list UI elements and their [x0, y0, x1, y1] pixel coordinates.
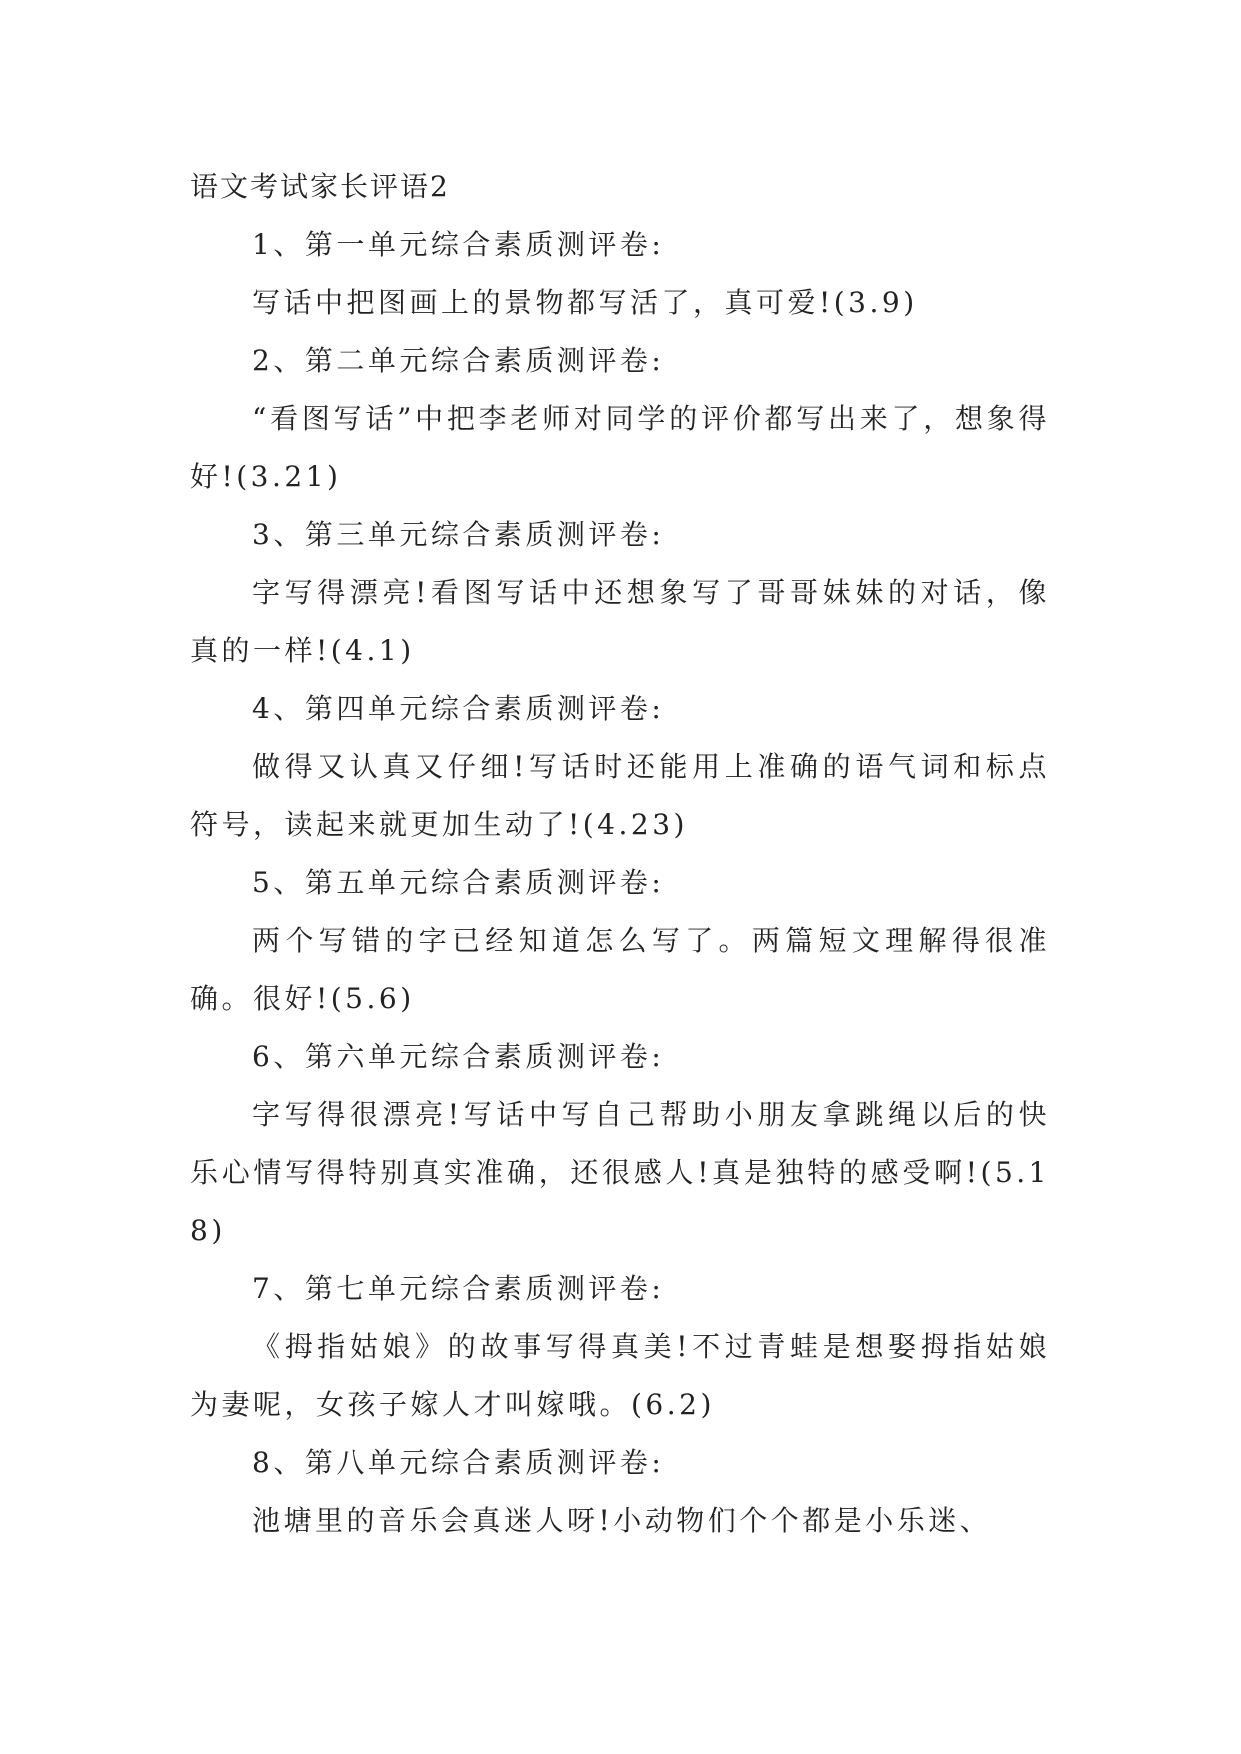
- section-heading-4: 4、第四单元综合素质测评卷:: [252, 692, 665, 725]
- document-title: 语文考试家长评语2: [190, 170, 450, 203]
- section-comment-7: 《拇指姑娘》的故事写得真美!不过青蛙是想娶拇指姑娘为妻呢，女孩子嫁人才叫嫁哦。(6.2): [190, 1330, 1050, 1421]
- section-heading-1: 1、第一单元综合素质测评卷:: [252, 228, 665, 261]
- section-comment-1: 写话中把图画上的景物都写活了，真可爱!(3.9): [252, 286, 918, 319]
- section-comment-6: 字写得很漂亮!写话中写自己帮助小朋友拿跳绳以后的快乐心情写得特别真实准确，还很感人!真是独特的感受啊!(5.18): [190, 1098, 1050, 1247]
- section-heading-2: 2、第二单元综合素质测评卷:: [252, 344, 665, 377]
- section-comment-8: 池塘里的音乐会真迷人呀!小动物们个个都是小乐迷、: [252, 1504, 992, 1537]
- section-heading-8: 8、第八单元综合素质测评卷:: [252, 1446, 665, 1479]
- section-heading-6: 6、第六单元综合素质测评卷:: [252, 1040, 665, 1073]
- section-heading-3: 3、第三单元综合素质测评卷:: [252, 518, 665, 551]
- section-heading-7: 7、第七单元综合素质测评卷:: [252, 1272, 665, 1305]
- section-heading-5: 5、第五单元综合素质测评卷:: [252, 866, 665, 899]
- section-comment-4: 做得又认真又仔细!写话时还能用上准确的语气词和标点符号，读起来就更加生动了!(4.23): [190, 750, 1050, 841]
- section-comment-5: 两个写错的字已经知道怎么写了。两篇短文理解得很准确。很好!(5.6): [190, 924, 1050, 1015]
- document-page: [190, 158, 1050, 1550]
- section-comment-3: 字写得漂亮!看图写话中还想象写了哥哥妹妹的对话，像真的一样!(4.1): [190, 576, 1050, 667]
- section-comment-2: “看图写话”中把李老师对同学的评价都写出来了，想象得好!(3.21): [190, 402, 1050, 493]
